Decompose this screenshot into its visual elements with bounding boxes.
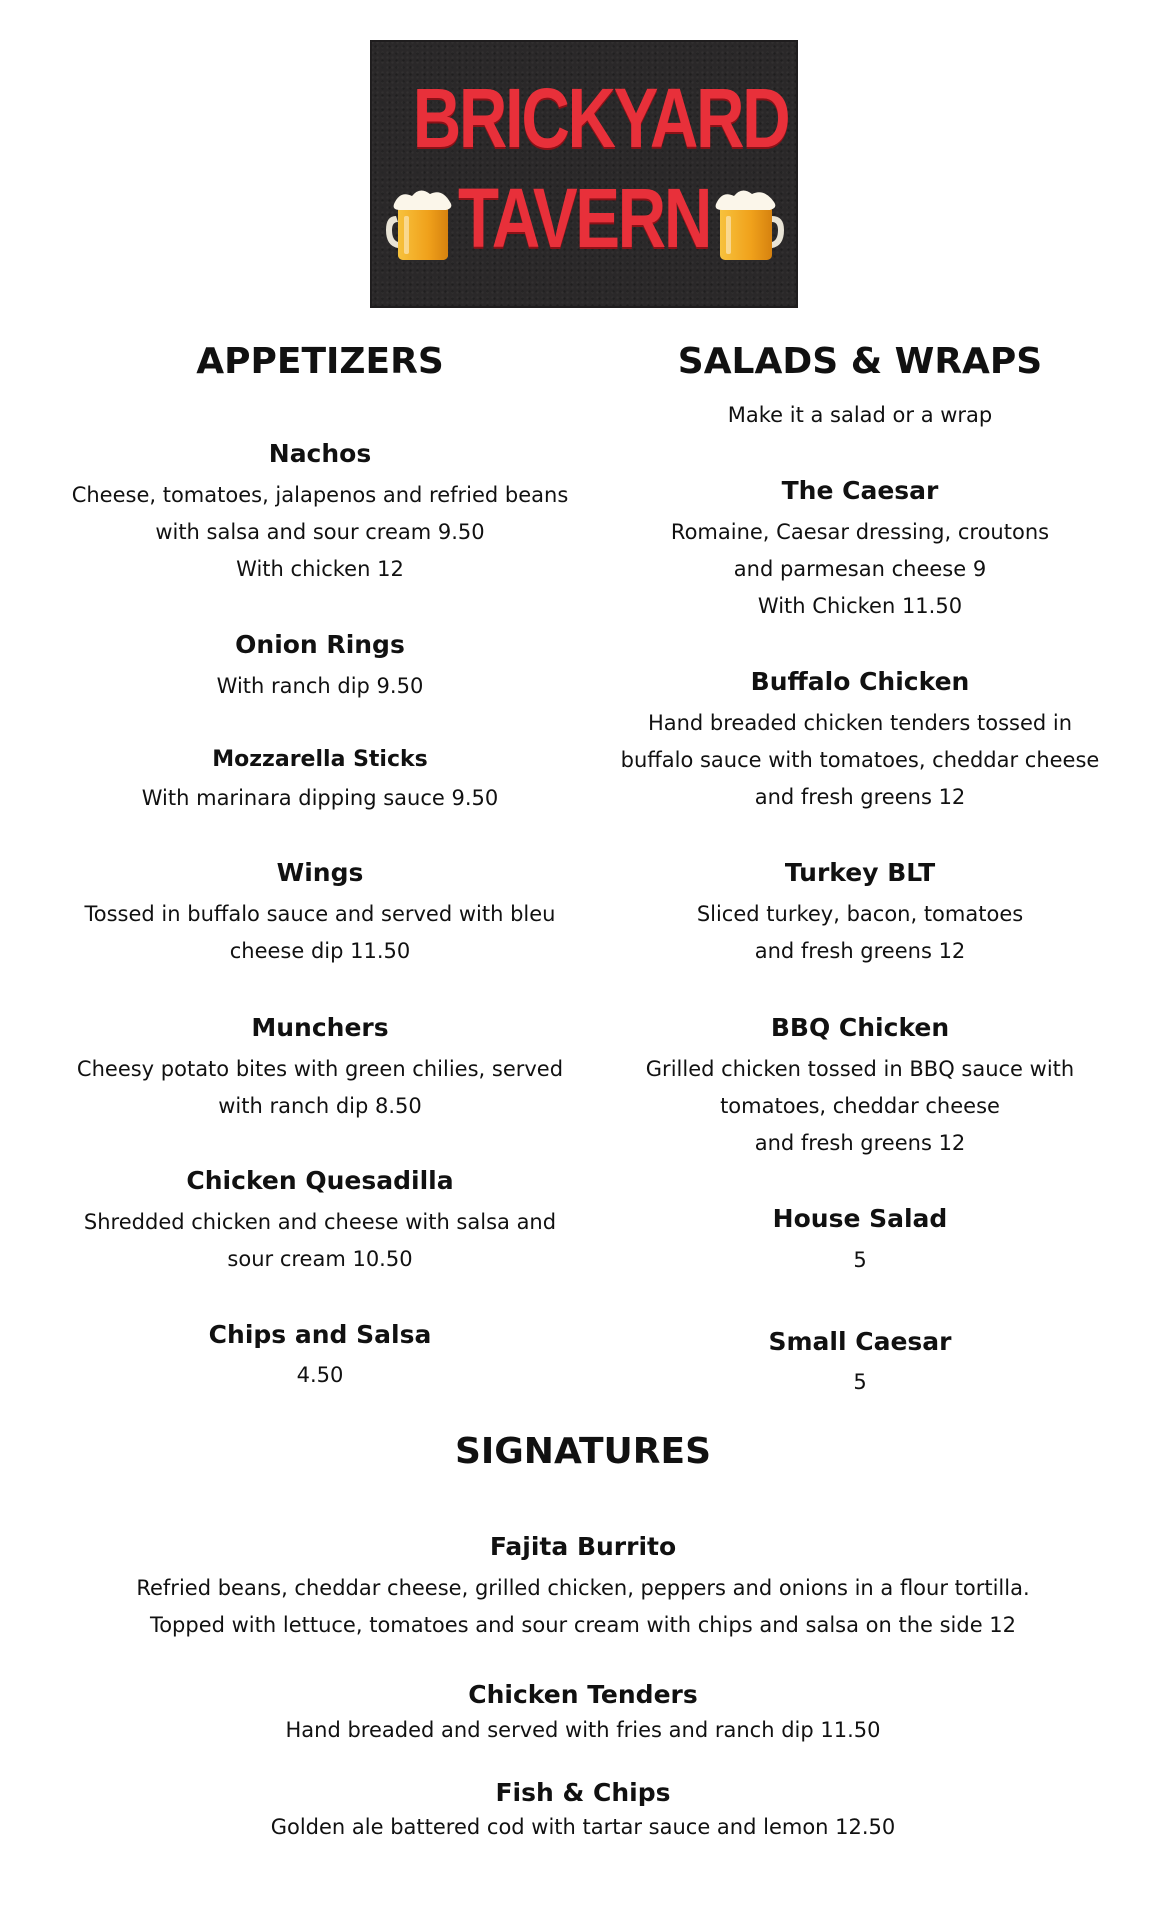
menu-item-chicken-quesadilla: Chicken Quesadilla — [186, 1166, 454, 1195]
item-description: and fresh greens 12 — [754, 785, 966, 809]
item-description: and fresh greens 12 — [754, 1131, 966, 1155]
menu-item-munchers: Munchers — [251, 1013, 389, 1042]
item-description: Golden ale battered cod with tartar sauce and lemon 12.50 — [270, 1815, 896, 1839]
menu-item-small-caesar: Small Caesar — [768, 1327, 952, 1356]
menu-item-nachos: Nachos — [268, 439, 372, 468]
item-description: 4.50 — [296, 1363, 344, 1387]
signatures-section — [40, 0, 1126, 1920]
item-description: Hand breaded and served with fries and ranch dip 11.50 — [285, 1718, 881, 1742]
item-description: cheese dip 11.50 — [229, 939, 411, 963]
item-description: buffalo sauce with tomatoes, cheddar cheese — [620, 748, 1100, 772]
salads-wraps-title: SALADS & WRAPS — [677, 341, 1043, 382]
item-description: With ranch dip 9.50 — [216, 674, 424, 698]
item-description: 5 — [853, 1370, 867, 1394]
menu-item-fajita-burrito: Fajita Burrito — [489, 1532, 677, 1561]
item-description: with salsa and sour cream 9.50 — [155, 520, 485, 544]
signatures-title: SIGNATURES — [454, 1431, 712, 1472]
item-description: 5 — [853, 1248, 867, 1272]
appetizers-title: APPETIZERS — [196, 341, 444, 382]
item-description: Refried beans, cheddar cheese, grilled chicken, peppers and onions in a flour tortilla. — [136, 1576, 1030, 1600]
item-description: Cheesy potato bites with green chilies, served — [76, 1057, 564, 1081]
menu-item-house-salad: House Salad — [772, 1204, 948, 1233]
item-description: Hand breaded chicken tenders tossed in — [647, 711, 1073, 735]
salads-subtitle: Make it a salad or a wrap — [727, 403, 993, 427]
item-description: Romaine, Caesar dressing, croutons — [670, 520, 1050, 544]
menu-item-wings: Wings — [276, 858, 364, 887]
item-description: With marinara dipping sauce 9.50 — [141, 786, 499, 810]
item-description: and fresh greens 12 — [754, 939, 966, 963]
menu-item-buffalo-chicken: Buffalo Chicken — [750, 667, 970, 696]
menu-item-bbq-chicken: BBQ Chicken — [770, 1013, 950, 1042]
item-description: Cheese, tomatoes, jalapenos and refried beans — [71, 483, 569, 507]
item-description: Topped with lettuce, tomatoes and sour cream with chips and salsa on the side 12 — [149, 1613, 1017, 1637]
menu-item-chips-and-salsa: Chips and Salsa — [208, 1320, 432, 1349]
item-description: Tossed in buffalo sauce and served with bleu — [84, 902, 556, 926]
menu-item-mozzarella-sticks: Mozzarella Sticks — [212, 747, 428, 772]
item-description: With chicken 12 — [236, 557, 404, 581]
item-description: Sliced turkey, bacon, tomatoes — [696, 902, 1024, 926]
item-description: sour cream 10.50 — [227, 1247, 413, 1271]
item-description: with ranch dip 8.50 — [218, 1094, 422, 1118]
menu-item-the-caesar: The Caesar — [781, 476, 939, 505]
item-description: Shredded chicken and cheese with salsa and — [83, 1210, 557, 1234]
menu-item-fish-and-chips: Fish & Chips — [495, 1778, 671, 1807]
menu-item-onion-rings: Onion Rings — [235, 630, 405, 659]
menu-item-chicken-tenders: Chicken Tenders — [468, 1680, 698, 1709]
logo-text-tavern: TAVERN — [458, 171, 710, 265]
item-description: tomatoes, cheddar cheese — [720, 1094, 1000, 1118]
item-description: Grilled chicken tossed in BBQ sauce with — [645, 1057, 1075, 1081]
item-description: and parmesan cheese 9 — [733, 557, 987, 581]
menu-item-turkey-blt: Turkey BLT — [784, 858, 936, 887]
item-description: With Chicken 11.50 — [757, 594, 963, 618]
logo-text-brickyard: BRICKYARD — [412, 71, 789, 165]
